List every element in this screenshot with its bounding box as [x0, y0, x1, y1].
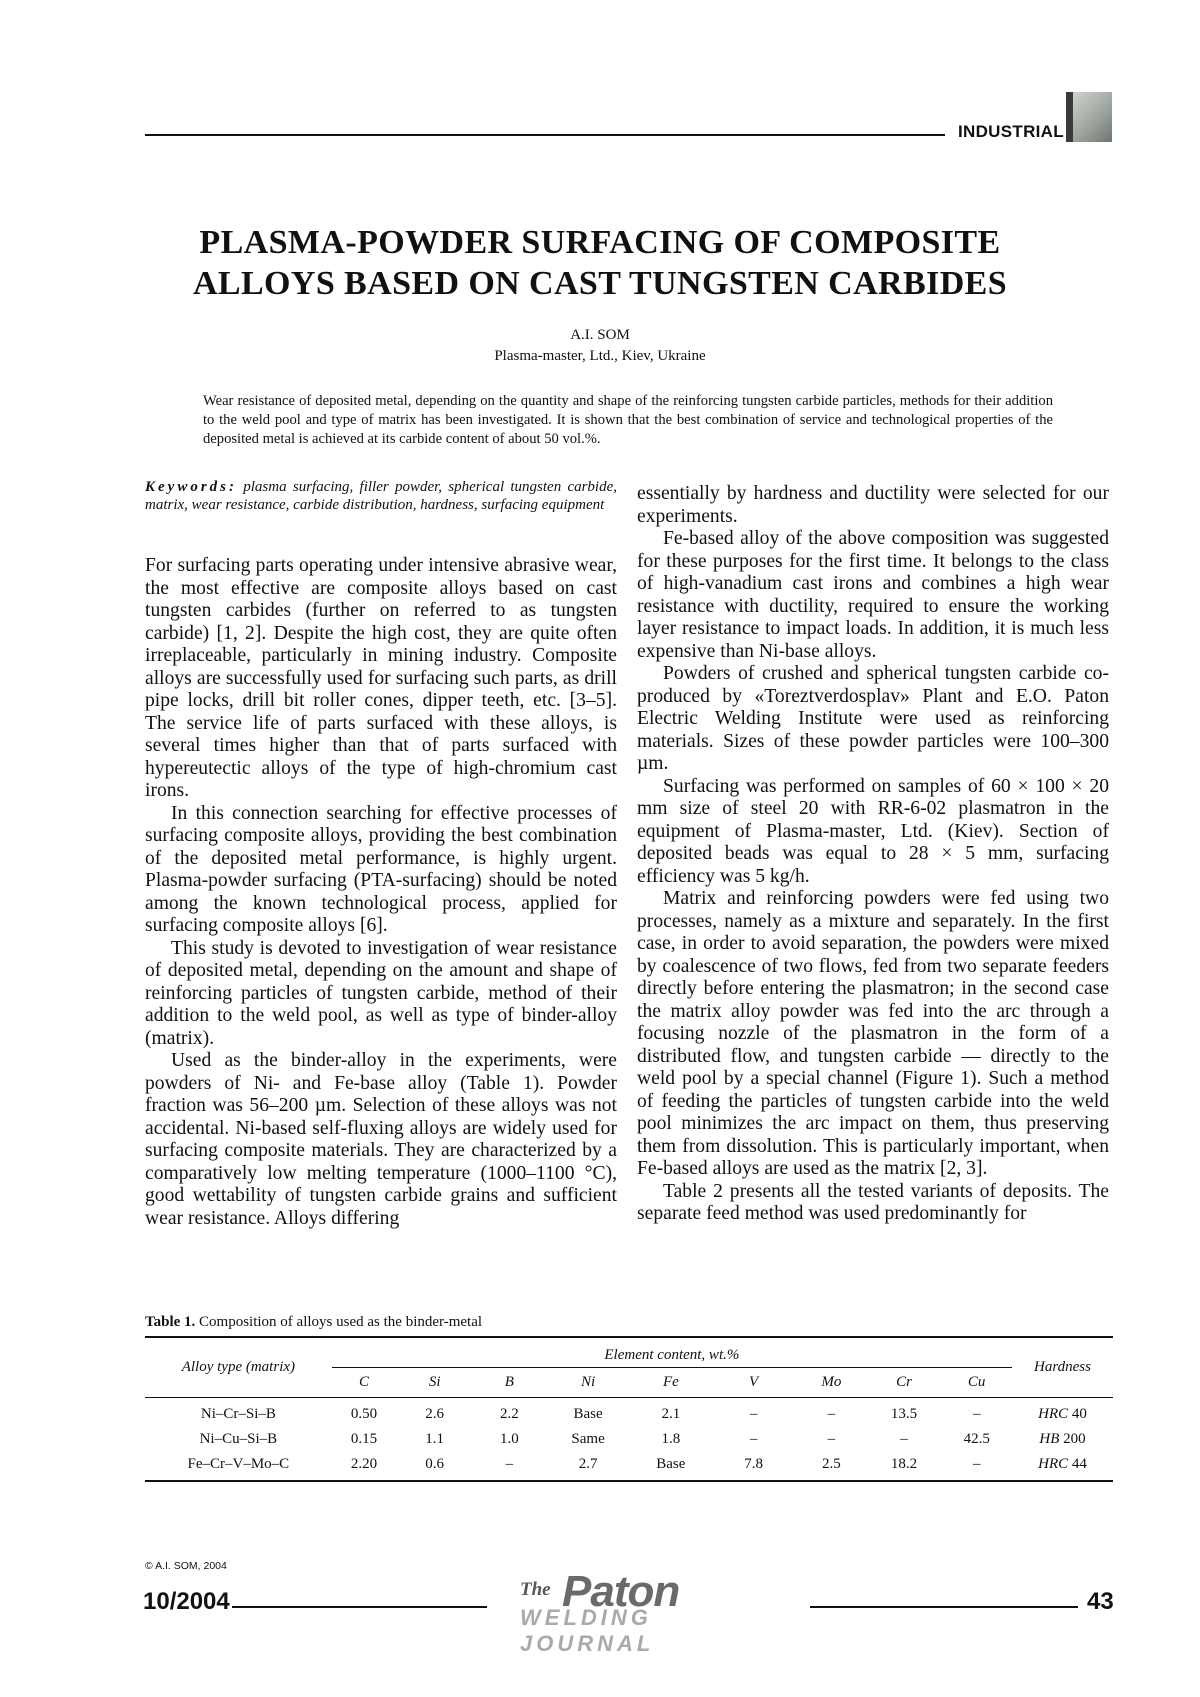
table-cell: 1.0 — [499, 1430, 519, 1447]
paragraph: Matrix and reinforcing powders were fed using two processes, namely as a mixture and separately. In the first case, in order to avoid separation, the powders were mixed by coalescence of two flows, fed from two separate feeders directly before entering the plasmatron; in the second case the matrix alloy powder was fed into the arc through a focusing nozzle of the plasmatron in the form of a distributed flow, and tungsten carbide — directly to the weld pool by a special channel (Figure 1). Such a method of feeding the particles of tungsten carbide into the weld pool minimizes the arc impact on them, thus preserving them from dissolution. This is particularly important, when Fe-based alloys are used as the matrix [2, 3]. — [637, 888, 1109, 1179]
table-cell-alloy: Ni–Cu–Si–B — [199, 1430, 278, 1447]
table-cell: 0.6 — [396, 1453, 473, 1481]
table-cell: 18.2 — [867, 1453, 942, 1481]
page-number: 43 — [1087, 1588, 1114, 1615]
composition-table — [145, 1336, 1113, 1482]
paragraph: In this connection searching for effective processes of surfacing composite alloys, providing the best combination of the deposited metal performance, is highly urgent. Plasma-powder surfacing (PTA-surfacing) should be noted among the known technological process, applied for surfacing composite alloys [6]. — [145, 802, 617, 936]
table-header-alloy: Alloy type (matrix) — [145, 1337, 332, 1397]
table-cell-hardness — [1012, 1425, 1113, 1453]
paragraph: Fe-based alloy of the above composition was suggested for these purposes for the first time. It belongs to the class of high-vanadium cast irons and combines a high wear resistance with ductility, required to ensure the working layer resistance to impact loads. In addition, it is much less expensive than Ni-base alloys. — [637, 528, 1109, 662]
table-header-element: Si — [396, 1367, 473, 1397]
table-row — [145, 1453, 1113, 1481]
table-header-element-group: Element content, wt.% — [332, 1337, 1012, 1367]
table-cell: 0.15 — [350, 1430, 378, 1447]
table-cell: – — [749, 1430, 758, 1447]
table-cell: 0.50 — [350, 1405, 378, 1422]
table-cell: 2.20 — [332, 1453, 397, 1481]
abstract: Wear resistance of deposited metal, depending on the quantity and shape of the reinforcing tungsten carbide particles, methods for their addition to the weld pool and type of matrix has been investigated. It is shown that the best combination of service and technological properties of the deposited metal is achieved at its carbide content of about 50 vol.%. — [203, 393, 1053, 447]
table-row — [145, 1425, 1113, 1453]
article-title — [140, 222, 1060, 304]
table-cell: 2.7 — [546, 1453, 631, 1481]
hardness-scale: HRC — [1038, 1456, 1069, 1472]
table-cell: 1.8 — [661, 1430, 681, 1447]
table-header-hardness: Hardness — [1012, 1337, 1113, 1397]
hardness-scale: HRC — [1038, 1405, 1069, 1422]
table-cell: 2.6 — [425, 1405, 445, 1422]
paragraph: essentially by hardness and ductility were selected for our experiments. — [637, 483, 1109, 527]
author-affiliation: Plasma-master, Ltd., Kiev, Ukraine — [494, 348, 706, 364]
hardness-value: 44 — [1071, 1456, 1087, 1472]
table-cell-hardness — [1012, 1397, 1113, 1425]
keywords — [145, 478, 617, 514]
table-header-element: Cu — [941, 1367, 1012, 1397]
table-caption-text: Composition of alloys used as the binder-metal — [199, 1314, 483, 1330]
footer-rule-right — [810, 1606, 1078, 1608]
table-cell: – — [972, 1405, 981, 1422]
table-header-element: B — [473, 1367, 546, 1397]
table-caption — [145, 1314, 482, 1331]
table-cell: 1.1 — [425, 1430, 445, 1447]
paragraph: Powders of crushed and spherical tungsten carbide co-produced by «Toreztverdosplav» Plant and E.O. Paton Electric Welding Institute were used as reinforcing materials. Sizes of these powder particles were 100–300 µm. — [637, 663, 1109, 774]
table-cell-hardness — [1012, 1453, 1113, 1481]
logo-paton: Paton — [562, 1567, 680, 1616]
table-cell: – — [749, 1405, 758, 1422]
table-cell: – — [827, 1405, 836, 1422]
table-header-element: Mo — [796, 1367, 867, 1397]
title-line-1: PLASMA-POWDER SURFACING OF COMPOSITE — [199, 224, 1001, 261]
journal-logo — [520, 1567, 790, 1656]
paragraph: Table 2 presents all the tested variants of deposits. The separate feed method was used predominantly for — [637, 1180, 1109, 1224]
table-cell: 2.2 — [499, 1405, 519, 1422]
table-row — [145, 1397, 1113, 1425]
table-cell: Same — [571, 1430, 605, 1447]
right-column — [637, 483, 1109, 1226]
author-name: A.I. SOM — [570, 327, 630, 343]
paragraph: Used as the binder-alloy in the experiments, were powders of Ni- and Fe-base alloy (Table 1). Powder fraction was 56–200 µm. Selection of these alloys was not accidental. Ni-based self-fluxing alloys are widely used for surfacing composite materials. They are characterized by a comparatively low melting temperature (1000–1100 °C), good wettability of tungsten carbide grains and sufficient wear resistance. Alloys differing — [145, 1050, 617, 1229]
table-header-element: V — [711, 1367, 796, 1397]
table-cell-alloy: Ni–Cr–Si–B — [200, 1405, 276, 1422]
logo-subtitle: WELDING JOURNAL — [520, 1605, 655, 1656]
table-cell: 2.1 — [661, 1405, 681, 1422]
table-header-element: C — [332, 1367, 397, 1397]
paragraph: Surfacing was performed on samples of 60 × 100 × 20 mm size of steel 20 with RR-6-02 plasmatron in the equipment of Plasma-master, Ltd. (Kiev). Section of deposited beads was equal to 28 × 5 mm, surfacing efficiency was 5 kg/h. — [637, 775, 1109, 887]
keywords-text: plasma surfacing, filler powder, spherical tungsten carbide, matrix, wear resistance, carbide distribution, hardness, surfacing equipment — [145, 479, 618, 513]
table-cell: – — [941, 1453, 1012, 1481]
table-cell: 42.5 — [963, 1430, 990, 1447]
table-header-element: Cr — [867, 1367, 942, 1397]
table-cell: 13.5 — [890, 1405, 918, 1422]
left-column — [145, 555, 617, 1230]
paragraph: This study is devoted to investigation of wear resistance of deposited metal, depending on the amount and shape of reinforcing particles of tungsten carbide, method of their addition to the weld pool, as well as type of binder-alloy (matrix). — [145, 937, 617, 1049]
logo-the: The — [520, 1579, 551, 1600]
table-cell: 2.5 — [796, 1453, 867, 1481]
table-cell: Base — [573, 1405, 603, 1422]
table-caption-label: Table 1. — [145, 1314, 196, 1330]
header-rule — [145, 134, 945, 136]
table-cell-alloy: Fe–Cr–V–Mo–C — [145, 1453, 332, 1481]
hardness-value: 40 — [1071, 1405, 1087, 1422]
footer-rule-left — [232, 1606, 487, 1608]
copyright-notice: © A.I. SOM, 2004 — [145, 1560, 227, 1572]
section-corner-mark — [1072, 92, 1112, 142]
table-header-element: Ni — [546, 1367, 631, 1397]
table-cell: Base — [630, 1453, 711, 1481]
section-label: INDUSTRIAL — [958, 122, 1064, 141]
issue-number: 10/2004 — [143, 1588, 230, 1615]
table-cell: – — [827, 1430, 836, 1447]
table-cell: 7.8 — [711, 1453, 796, 1481]
hardness-scale: HB — [1039, 1430, 1060, 1447]
keywords-label: Keywords: — [145, 479, 237, 495]
table-cell: – — [900, 1430, 908, 1447]
title-line-2: ALLOYS BASED ON CAST TUNGSTEN CARBIDES — [192, 265, 1008, 302]
table-cell: – — [473, 1453, 546, 1481]
table-header-element: Fe — [630, 1367, 711, 1397]
hardness-value: 200 — [1063, 1430, 1086, 1447]
paragraph: For surfacing parts operating under intensive abrasive wear, the most effective are composite alloys based on cast tungsten carbides (further on referred to as tungsten carbide) [1, 2]. Despite the high cost, they are quite often irreplaceable, particularly in mining industry. Composite alloys are successfully used for surfacing such parts, as drill pipe locks, drill bit roller cones, dipper teeth, etc. [3–5]. The service life of parts surfaced with these alloys, is several times higher than that of parts surfaced with hypereutectic alloys of the type of high-chromium cast irons. — [145, 555, 617, 801]
